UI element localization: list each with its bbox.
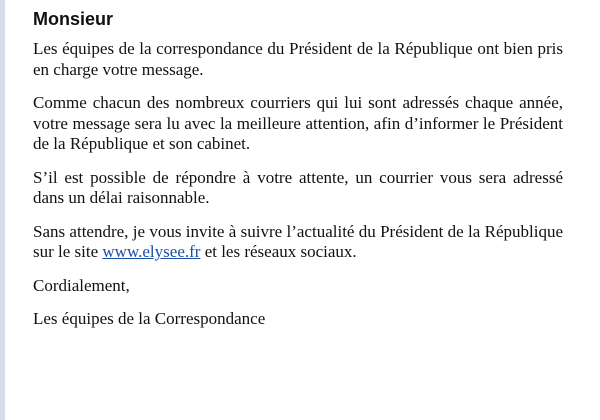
left-border [0,0,5,420]
closing: Cordialement, [33,275,130,295]
email-body [33,8,563,343]
signature: Les équipes de la Correspondance [33,309,266,328]
paragraph-acknowledgement: Les équipes de la correspondance du Président de la République ont bien pris en charge votre message. [33,39,563,79]
paragraph-news-tail: et les réseaux sociaux. [200,242,357,261]
paragraph-attention: Comme chacun des nombreux courriers qui lui sont adressés chaque année, votre message sera lu avec la meilleure attention, afin d’informer le Président de la République et son cabinet. [33,93,563,153]
paragraph-news-text: Sans attendre, je vous invite à suivre l’actualité du Président de la République sur le site [33,221,563,261]
greeting: Monsieur [33,9,114,29]
paragraph-news [33,222,563,263]
elysee-link[interactable]: www.elysee.fr [102,242,201,261]
paragraph-response: S’il est possible de répondre à votre attente, un courrier vous sera adressé dans un délai raisonnable. [33,167,563,207]
